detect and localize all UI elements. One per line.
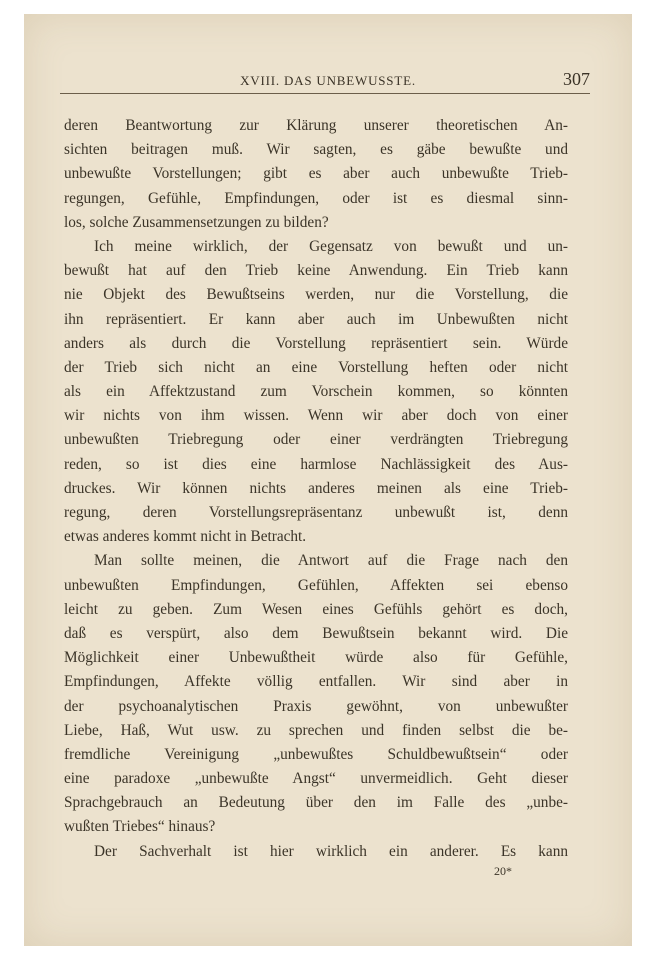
- running-header: [60, 69, 596, 91]
- page-number: 307: [563, 69, 590, 89]
- header-rule: [60, 93, 590, 94]
- text-line: nie Objekt des Bewußtseins werden, nur die Vorstellung, die: [64, 286, 568, 304]
- text-line: der Trieb sich nicht an eine Vorstellung heften oder nicht: [64, 358, 568, 376]
- text-line: als ein Affektzustand zum Vorschein kommen, so könnten: [64, 383, 568, 401]
- text-line: Möglichkeit einer Unbewußtheit würde also für Gefühle,: [64, 649, 568, 667]
- paragraph: [64, 235, 568, 549]
- chapter-title: XVIII. DAS UNBEWUSSTE.: [240, 73, 416, 88]
- text-line: deren Beantwortung zur Klärung unserer theoretischen An-: [64, 117, 568, 134]
- text-line: druckes. Wir können nichts anderes meinen als eine Trieb-: [64, 479, 568, 497]
- text-line: leicht zu geben. Zum Wesen eines Gefühls gehört es doch,: [64, 600, 568, 618]
- text-line: reden, so ist dies eine harmlose Nachlässigkeit des Aus-: [64, 455, 568, 473]
- text-line: Empfindungen, Affekte völlig entfallen. Wir sind aber in: [64, 673, 568, 691]
- paragraph: [64, 549, 568, 839]
- text-line: los, solche Zusammensetzungen zu bilden?: [64, 213, 329, 231]
- text-line: der psychoanalytischen Praxis gewöhnt, von unbewußter: [64, 697, 568, 715]
- text-line: unbewußte Vorstellungen; gibt es aber auch unbewußte Trieb-: [64, 165, 568, 183]
- text-line: Ich meine wirklich, der Gegensatz von bewußt und un-: [94, 237, 568, 255]
- text-line: Der Sachverhalt ist hier wirklich ein anderer. Es kann: [94, 842, 568, 860]
- text-line: ihn repräsentiert. Er kann aber auch im Unbewußten nicht: [64, 310, 568, 328]
- signature-mark: 20*: [494, 864, 512, 878]
- text-line: wußten Triebes“ hinaus?: [64, 818, 216, 836]
- text-line: fremdliche Vereinigung „unbewußtes Schuldbewußtsein“ oder: [64, 745, 568, 763]
- text-line: unbewußten Empfindungen, Gefühlen, Affekten sei ebenso: [64, 576, 568, 594]
- body-text: [64, 114, 568, 864]
- text-line: daß es verspürt, also dem Bewußtsein bekannt wird. Die: [64, 624, 568, 642]
- text-line: sichten beitragen muß. Wir sagten, es gäbe bewußte und: [64, 141, 568, 159]
- text-line: regungen, Gefühle, Empfindungen, oder ist es diesmal sinn-: [64, 189, 568, 207]
- text-line: anders als durch die Vorstellung repräsentiert sein. Würde: [64, 334, 568, 352]
- text-line: Man sollte meinen, die Antwort auf die Frage nach den: [94, 552, 568, 570]
- paragraph: [64, 114, 568, 235]
- text-line: wir nichts von ihm wissen. Wenn wir aber doch von einer: [64, 407, 568, 425]
- text-line: Sprachgebrauch an Bedeutung über den im Falle des „unbe-: [64, 794, 568, 812]
- text-line: regung, deren Vorstellungsrepräsentanz unbewußt ist, denn: [64, 504, 568, 521]
- text-line: Liebe, Haß, Wut usw. zu sprechen und finden selbst die be-: [64, 721, 568, 739]
- paragraph: [64, 840, 568, 864]
- text-line: unbewußten Triebregung oder einer verdrängten Triebregung: [64, 431, 568, 449]
- text-line: etwas anderes kommt nicht in Betracht.: [64, 528, 307, 546]
- text-line: eine paradoxe „unbewußte Angst“ unvermeidlich. Geht dieser: [64, 770, 568, 788]
- text-line: bewußt hat auf den Trieb keine Anwendung. Ein Trieb kann: [64, 262, 568, 280]
